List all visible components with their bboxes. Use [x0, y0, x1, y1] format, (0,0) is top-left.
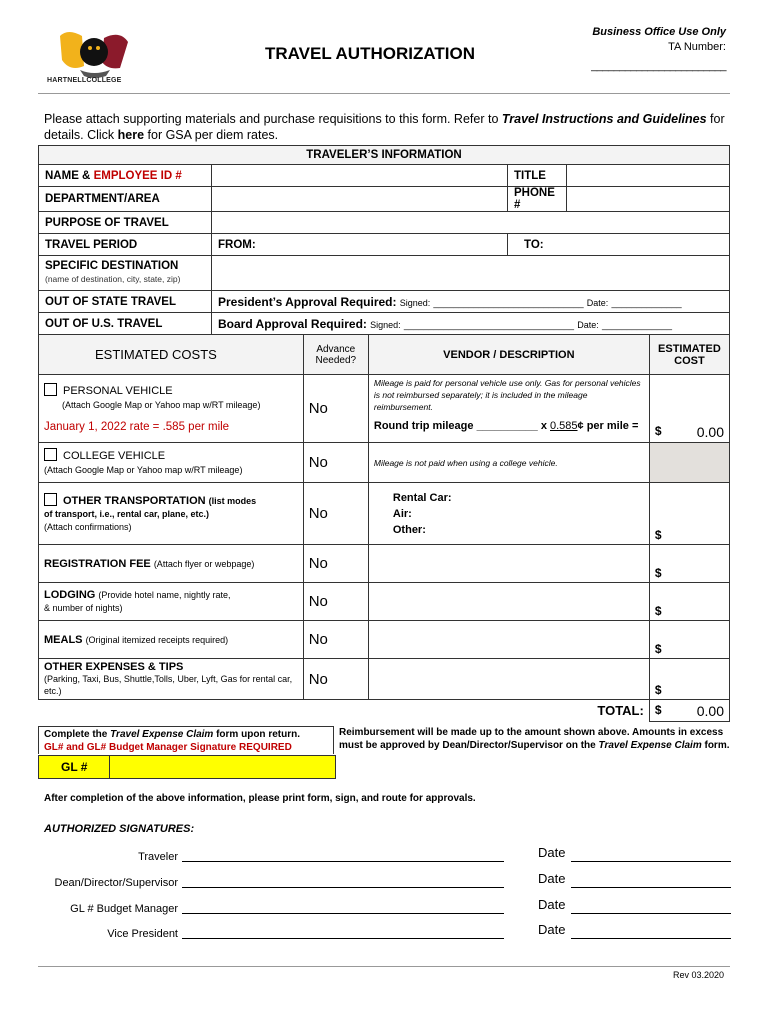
- other-transport-cell: [39, 483, 304, 545]
- phone-field[interactable]: [567, 187, 730, 212]
- revision-label: Rev 03.2020: [672, 970, 724, 980]
- gl-manager-label: GL # Budget Manager: [70, 903, 178, 915]
- mileage-note: Mileage is paid for personal vehicle use only. Gas for personal vehicles is not reimbursed separately; it is included in the mileage reimbursement.: [373, 378, 641, 412]
- other-transport-cost[interactable]: $: [649, 483, 729, 545]
- out-of-state-label: OUT OF STATE TRAVEL: [39, 291, 212, 313]
- vendor-heading: VENDOR / DESCRIPTION: [368, 335, 649, 375]
- lodging-advance[interactable]: No: [303, 583, 368, 621]
- intro-text: [44, 111, 734, 143]
- dean-label: Dean/Director/Supervisor: [54, 877, 178, 889]
- meals-cost[interactable]: $: [649, 621, 729, 659]
- college-vehicle-hint: (Attach Google Map or Yahoo map w/RT mileage): [44, 465, 243, 475]
- estimated-costs-table: [38, 334, 730, 722]
- college-vehicle-cost: [649, 443, 729, 483]
- other-transport-option[interactable]: OTHER TRANSPORTATION (list modes: [44, 493, 298, 508]
- personal-vehicle-advance[interactable]: No: [303, 375, 368, 443]
- personal-vehicle-description: [368, 375, 649, 443]
- estimated-cost-heading: ESTIMATED COST: [649, 335, 729, 375]
- name-field[interactable]: [212, 165, 508, 187]
- destination-field[interactable]: [212, 256, 730, 291]
- footer-divider: [38, 966, 730, 967]
- traveler-info-table: [38, 145, 730, 335]
- college-vehicle-option[interactable]: COLLEGE VEHICLE: [44, 448, 298, 463]
- rate-field: 0.585: [550, 420, 578, 432]
- total-value: $ 0.00: [649, 700, 729, 722]
- other-label: Other:: [392, 523, 426, 536]
- personal-vehicle-cost[interactable]: $ 0.00: [649, 375, 729, 443]
- total-label: TOTAL:: [39, 700, 650, 722]
- after-completion-note: After completion of the above information, please print form, sign, and route for approvals.: [44, 793, 476, 804]
- signatures-heading: AUTHORIZED SIGNATURES:: [44, 823, 195, 835]
- office-use-label: Business Office Use Only: [592, 26, 726, 38]
- round-trip-row[interactable]: Round trip mileage __________ x 0.585¢ per mile =: [373, 420, 639, 432]
- other-expenses-cost[interactable]: $: [649, 659, 729, 700]
- other-transport-attach: (Attach confirmations): [44, 522, 132, 532]
- purpose-label: PURPOSE OF TRAVEL: [39, 212, 212, 234]
- from-field[interactable]: FROM:: [212, 234, 508, 256]
- to-field[interactable]: TO:: [508, 234, 730, 256]
- lodging-description[interactable]: [368, 583, 649, 621]
- dean-date-label: Date: [538, 871, 566, 886]
- dean-signature-line[interactable]: [182, 887, 504, 888]
- other-transport-checkbox[interactable]: [44, 493, 57, 506]
- department-field[interactable]: [212, 187, 508, 212]
- personal-vehicle-option[interactable]: PERSONAL VEHICLE: [44, 383, 298, 398]
- registration-cost[interactable]: $: [649, 545, 729, 583]
- lodging-cell: LODGING (Provide hotel name, nightly rate, & number of nights): [39, 583, 304, 621]
- phone-label: PHONE #: [508, 187, 567, 212]
- other-transport-advance[interactable]: No: [303, 483, 368, 545]
- intro-part2: for details. Click: [44, 112, 725, 142]
- lodging-cost[interactable]: $: [649, 583, 729, 621]
- gl-manager-date-label: Date: [538, 897, 566, 912]
- title-field[interactable]: [567, 165, 730, 187]
- traveler-date-label: Date: [538, 845, 566, 860]
- business-office-box: [591, 25, 726, 74]
- dean-date-line[interactable]: [571, 887, 731, 888]
- travel-period-label: TRAVEL PERIOD: [39, 234, 212, 256]
- college-vehicle-note: Mileage is not paid when using a college vehicle.: [368, 443, 649, 483]
- rental-car-label: Rental Car:: [392, 491, 452, 504]
- estimated-costs-heading: ESTIMATED COSTS: [39, 335, 304, 375]
- destination-label: SPECIFIC DESTINATION (name of destination, city, state, zip): [39, 256, 212, 291]
- gl-manager-signature-line[interactable]: [182, 913, 504, 914]
- page-title: TRAVEL AUTHORIZATION: [265, 44, 475, 63]
- guidelines-link[interactable]: Travel Instructions and Guidelines: [501, 112, 707, 126]
- vp-signature-line[interactable]: [182, 938, 504, 939]
- meals-cell: MEALS (Original itemized receipts required): [39, 621, 304, 659]
- department-label: DEPARTMENT/AREA: [39, 187, 212, 212]
- traveler-info-heading: TRAVELER’S INFORMATION: [39, 146, 730, 165]
- board-approval-row[interactable]: Board Approval Required: Signed: __________________________________ Date: ______________: [212, 313, 730, 335]
- purpose-field[interactable]: [212, 212, 730, 234]
- air-label: Air:: [392, 507, 412, 520]
- personal-vehicle-cell: [39, 375, 304, 443]
- vp-date-line[interactable]: [571, 938, 731, 939]
- gl-field[interactable]: [109, 756, 336, 778]
- meals-description[interactable]: [368, 621, 649, 659]
- registration-cell: REGISTRATION FEE (Attach flyer or webpage): [39, 545, 304, 583]
- gl-manager-date-line[interactable]: [571, 913, 731, 914]
- vp-date-label: Date: [538, 922, 566, 937]
- other-expenses-advance[interactable]: No: [303, 659, 368, 700]
- college-vehicle-checkbox[interactable]: [44, 448, 57, 461]
- claim-note: Complete the Travel Expense Claim form upon return. GL# and GL# Budget Manager Signature REQUIRED: [38, 726, 334, 754]
- name-label: NAME & EMPLOYEE ID #: [39, 165, 212, 187]
- registration-advance[interactable]: No: [303, 545, 368, 583]
- college-vehicle-cell: [39, 443, 304, 483]
- personal-vehicle-hint: (Attach Google Map or Yahoo map w/RT mileage): [62, 400, 261, 410]
- reimbursement-note: Reimbursement will be made up to the amount shown above. Amounts in excess must be approved by Dean/Director/Supervisor on the Travel Expense Claim form.: [339, 727, 730, 751]
- other-expenses-cell: OTHER EXPENSES & TIPS (Parking, Taxi, Bus, Shuttle,Tolls, Uber, Lyft, Gas for rental car, etc.): [39, 659, 304, 700]
- intro-part1: Please attach supporting materials and purchase requisitions to this form. Refer to: [44, 112, 502, 126]
- traveler-signature-line[interactable]: [182, 861, 504, 862]
- logo-text: HARTNELLCOLLEGE: [47, 77, 122, 84]
- gl-label: GL #: [61, 760, 88, 774]
- traveler-date-line[interactable]: [571, 861, 731, 862]
- other-expenses-description[interactable]: [368, 659, 649, 700]
- gl-row: [38, 755, 336, 779]
- gl-required-note: GL# and GL# Budget Manager Signature REQUIRED: [44, 742, 292, 753]
- meals-advance[interactable]: No: [303, 621, 368, 659]
- registration-description[interactable]: [368, 545, 649, 583]
- header-divider: [38, 93, 730, 94]
- gsa-here-link[interactable]: here: [117, 128, 145, 142]
- out-of-us-label: OUT OF U.S. TRAVEL: [39, 313, 212, 335]
- intro-part3: for GSA per diem rates.: [144, 128, 279, 142]
- vp-label: Vice President: [107, 928, 178, 940]
- other-transport-description[interactable]: [368, 483, 649, 545]
- advance-heading: Advance Needed?: [303, 335, 368, 375]
- title-label: TITLE: [508, 165, 567, 187]
- ta-number-label: TA Number:: [668, 41, 726, 53]
- traveler-label: Traveler: [138, 851, 178, 863]
- other-transport-hint: of transport, i.e., rental car, plane, etc.): [44, 509, 210, 519]
- rate-note: January 1, 2022 rate = .585 per mile: [44, 421, 230, 433]
- personal-vehicle-checkbox[interactable]: [44, 383, 57, 396]
- college-vehicle-advance[interactable]: No: [303, 443, 368, 483]
- president-approval-row[interactable]: President’s Approval Required: Signed: ______________________________ Date: ______________: [212, 291, 730, 313]
- ta-number-field[interactable]: ________________________: [591, 60, 726, 72]
